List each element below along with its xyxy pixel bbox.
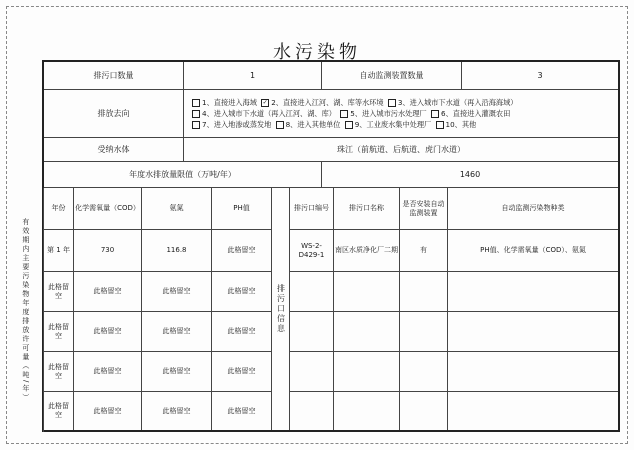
checkbox-icon[interactable] xyxy=(340,110,348,118)
limit-cell-cod: 此格留空 xyxy=(74,352,142,392)
pollutant-table xyxy=(21,60,620,432)
limit-cell-ammonia: 116.8 xyxy=(142,230,212,272)
outlet-header-auto: 是否安装自动监测装置 xyxy=(400,188,448,230)
discharge-option[interactable]: 3、进入城市下水道（再入沿海海域） xyxy=(386,98,518,107)
outlet-cell-auto xyxy=(400,392,448,430)
discharge-options xyxy=(184,90,618,138)
limit-header-ammonia: 氨氮 xyxy=(142,188,212,230)
limit-cell-cod: 730 xyxy=(74,230,142,272)
limit-vertical-label: 有效期内主要污染物年度排放许可量（吨/年） xyxy=(21,217,30,403)
limit-cell-ammonia: 此格留空 xyxy=(142,312,212,352)
outlet-cell-types xyxy=(448,392,618,430)
outlet-cell-auto xyxy=(400,352,448,392)
discharge-option[interactable]: 5、进入城市污水处理厂 xyxy=(338,109,426,118)
checkbox-icon[interactable] xyxy=(192,99,200,107)
limit-cell-ph: 此格留空 xyxy=(212,272,272,312)
auto-monitor-label: 自动监测装置数量 xyxy=(322,62,462,90)
limit-cell-ph: 此格留空 xyxy=(212,312,272,352)
outlet-cell-code xyxy=(290,352,334,392)
discharge-option[interactable]: 4、进入城市下水道（再入江河、湖、库） xyxy=(190,109,336,118)
outlet-cell-code xyxy=(290,272,334,312)
checkbox-icon[interactable] xyxy=(192,110,200,118)
page-title: 水污染物 xyxy=(273,42,361,63)
receiving-label: 受纳水体 xyxy=(44,138,184,162)
limit-cell-year: 此格留空 xyxy=(44,352,74,392)
outlet-cell-types xyxy=(448,272,618,312)
outlet-cell-auto xyxy=(400,272,448,312)
limit-cell-ph: 此格留空 xyxy=(212,392,272,430)
outlet-cell-name: 南区水质净化厂二期 xyxy=(334,230,400,272)
discharge-option[interactable]: 9、工业废水集中处理厂 xyxy=(343,120,431,129)
outlet-cell-name xyxy=(334,352,400,392)
limit-cell-year: 此格留空 xyxy=(44,272,74,312)
outlet-header-types: 自动监测污染物种类 xyxy=(448,188,618,230)
annual-limit-value: 1460 xyxy=(322,162,618,188)
outlet-header-name: 排污口名称 xyxy=(334,188,400,230)
checkbox-icon[interactable] xyxy=(436,121,444,129)
outlet-count-label: 排污口数量 xyxy=(44,62,184,90)
limit-cell-cod: 此格留空 xyxy=(74,312,142,352)
outlet-cell-code xyxy=(290,392,334,430)
outlet-cell-types xyxy=(448,352,618,392)
outlet-cell-types xyxy=(448,312,618,352)
outlet-cell-auto xyxy=(400,312,448,352)
checkbox-icon[interactable] xyxy=(431,110,439,118)
discharge-option[interactable]: 10、其他 xyxy=(434,120,477,129)
limit-header-ph: PH值 xyxy=(212,188,272,230)
outlet-info-label: 排污口信息 xyxy=(276,284,286,334)
discharge-option[interactable]: 8、进入其他单位 xyxy=(274,120,341,129)
limit-cell-ammonia: 此格留空 xyxy=(142,392,212,430)
limit-cell-ammonia: 此格留空 xyxy=(142,272,212,312)
discharge-option[interactable]: ✓ 2、直接进入江河、湖、库等水环境 xyxy=(262,97,384,107)
limit-cell-cod: 此格留空 xyxy=(74,272,142,312)
limit-cell-ammonia: 此格留空 xyxy=(142,352,212,392)
auto-monitor-value: 3 xyxy=(462,62,618,90)
outlet-cell-auto: 有 xyxy=(400,230,448,272)
discharge-option[interactable]: 1、直接进入海域 xyxy=(190,98,257,107)
outlet-cell-name xyxy=(334,272,400,312)
limit-cell-ph: 此格留空 xyxy=(212,352,272,392)
outlet-count-value: 1 xyxy=(184,62,322,90)
checkbox-icon[interactable] xyxy=(388,99,396,107)
outlet-header-code: 排污口编号 xyxy=(290,188,334,230)
outlet-info-label-cell xyxy=(272,188,290,430)
checkbox-icon[interactable] xyxy=(276,121,284,129)
discharge-option[interactable]: 7、进入地渗或蒸发地 xyxy=(190,120,271,129)
checkbox-checked-icon[interactable]: ✓ xyxy=(262,98,268,106)
outlet-cell-name xyxy=(334,392,400,430)
discharge-option[interactable]: 6、直接进入灌溉农田 xyxy=(429,109,510,118)
left-vertical-label-cell xyxy=(8,188,44,432)
limit-cell-year: 此格留空 xyxy=(44,392,74,430)
receiving-value: 珠江（前航道、后航道、虎门水道） xyxy=(184,138,618,162)
limit-cell-cod: 此格留空 xyxy=(74,392,142,430)
discharge-label: 排放去向 xyxy=(44,90,184,138)
limit-cell-ph: 此格留空 xyxy=(212,230,272,272)
limit-cell-year: 此格留空 xyxy=(44,312,74,352)
limit-cell-year: 第 1 年 xyxy=(44,230,74,272)
outlet-cell-code: WS-2-D429-1 xyxy=(290,230,334,272)
checkbox-icon[interactable] xyxy=(345,121,353,129)
limit-header-cod: 化学需氧量（COD） xyxy=(74,188,142,230)
annual-limit-label: 年度水排放量限值（万吨/年） xyxy=(44,162,322,188)
limit-header-year: 年份 xyxy=(44,188,74,230)
checkbox-icon[interactable] xyxy=(192,121,200,129)
outlet-cell-name xyxy=(334,312,400,352)
outlet-cell-code xyxy=(290,312,334,352)
outlet-cell-types: PH值、化学需氧量（COD）、氨氮 xyxy=(448,230,618,272)
